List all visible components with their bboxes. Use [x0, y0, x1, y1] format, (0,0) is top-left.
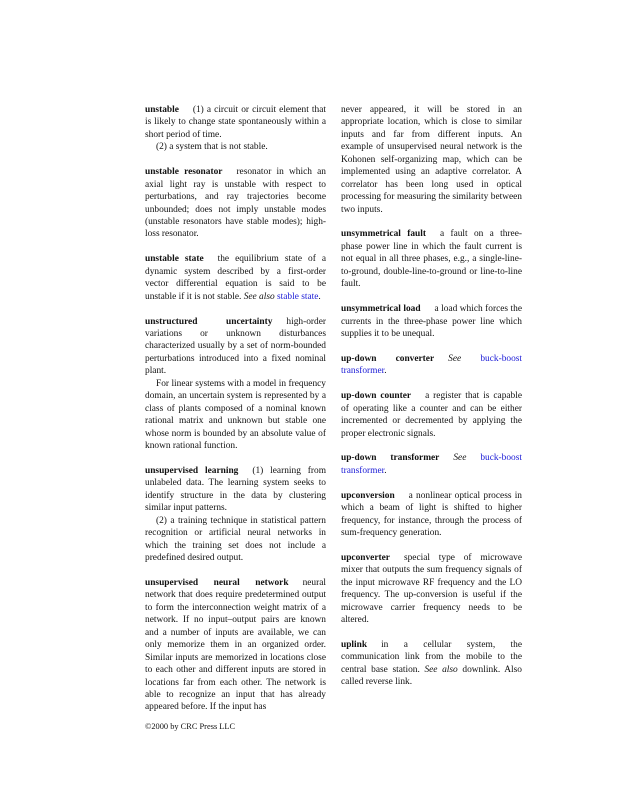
entry-uplink	[341, 639, 522, 689]
definition-text: never appeared, it will be stored in an appropriate location, which is close to similar inputs and far from different inputs. An example of unsupervised neural network is the Kohonen self-organizing map, which can be implemented using an adaptive correlator. A correlator has been long used in optical processing for measuring the similarity between two inputs.	[341, 105, 522, 215]
entry-term: unstable resonator	[145, 167, 223, 178]
definition-paragraph	[145, 253, 326, 303]
entry-term: unsupervised learning	[145, 465, 239, 476]
entry-unsupervised-learning	[145, 465, 326, 565]
definition-paragraph	[145, 577, 326, 714]
definition-paragraph	[145, 515, 326, 565]
definition-text: resonator in which an axial light ray is unstable with respect to perturbations, and ray trajectories become unbounded; does not imply unstable modes (unstable resonators have stable modes); high-loss resonator.	[145, 167, 326, 240]
entry-term: unsupervised neural network	[145, 577, 289, 588]
definition-text: a fault on a three-phase power line in which the fault current is not equal in all three phases, e.g., a single-line-to-ground, double-line-to-ground or line-to-line fault.	[341, 229, 522, 290]
definition-text: (2) a training technique in statistical pattern recognition or artificial neural networks in which the training set does not include a predefined desired output.	[145, 515, 326, 564]
definition-text: .	[384, 366, 387, 377]
entry-up-down-transformer	[341, 452, 522, 477]
entry-unstable-state	[145, 253, 326, 303]
definition-paragraph	[145, 316, 326, 378]
left-column	[145, 104, 326, 726]
cross-reference-link[interactable]: buck-boost transformer	[341, 353, 523, 377]
entry-term: up-down counter	[341, 391, 412, 402]
entry-term: unsymmetrical load	[341, 304, 421, 315]
definition-text: special type of microwave mixer that outputs the sum frequency signals of the input microwave RF frequency and the LO frequency. The up-conversion is useful if the microwave carrier frequency needs to be altered.	[341, 552, 522, 626]
see-also-label: See	[448, 353, 462, 364]
definition-paragraph	[145, 378, 326, 453]
entry-unstable	[145, 104, 326, 154]
definition-text: For linear systems with a model in frequency domain, an uncertain system is represented by a class of plants composed of a nominal known rational matrix and unknown but stable one whose norm is bounded by an absolute value of known rational function.	[145, 378, 326, 452]
see-also-label: See also	[243, 291, 275, 302]
definition-text: a load which forces the currents in the three-phase power line which supplies it to be unequal.	[341, 304, 522, 340]
definition-text: .	[384, 465, 387, 476]
definition-text: (1) a circuit or circuit element that is likely to change state spontaneously within a short period of time.	[145, 105, 326, 140]
cross-reference-link[interactable]: stable state	[277, 291, 319, 302]
entry-term: up-down transformer	[341, 453, 440, 464]
definition-text: in a cellular system, the communication link from the mobile to the central base station.	[341, 639, 522, 675]
entry-upconverter	[341, 552, 522, 627]
definition-paragraph	[145, 141, 326, 153]
definition-text: (1) learning from unlabeled data. The learning system seeks to identify structure in the data by clustering similar input patterns.	[145, 465, 326, 514]
definition-paragraph	[341, 552, 522, 627]
definition-text	[461, 354, 480, 364]
entry-unsymmetrical-fault	[341, 228, 522, 290]
entry-continuation	[341, 104, 522, 216]
definition-paragraph	[341, 228, 522, 290]
definition-paragraph	[341, 452, 522, 477]
definition-paragraph	[145, 166, 326, 241]
see-also-label: See	[453, 453, 467, 464]
entry-upconversion	[341, 490, 522, 540]
entry-unsupervised-neural-network	[145, 577, 326, 714]
definition-paragraph	[341, 353, 522, 378]
definition-text	[466, 453, 480, 463]
entry-term: unstable	[145, 105, 179, 115]
entry-term: uplink	[341, 639, 368, 650]
definition-text: downlink. Also called reverse link.	[341, 664, 522, 688]
definition-text: (2) a system that is not stable.	[156, 142, 268, 153]
entry-term: upconverter	[341, 552, 390, 563]
definition-paragraph	[341, 639, 522, 689]
definition-text: .	[318, 291, 321, 302]
entry-term: up-down converter	[341, 353, 435, 364]
definition-paragraph	[341, 104, 522, 216]
copyright-footer: ©2000 by CRC Press LLC	[145, 722, 236, 731]
definition-paragraph	[145, 104, 326, 141]
entry-term: unstable state	[145, 254, 204, 265]
see-also-label: See also	[424, 664, 458, 675]
definition-paragraph	[145, 465, 326, 515]
right-column	[341, 104, 522, 701]
entry-unstructured-uncertainty	[145, 316, 326, 453]
definition-paragraph	[341, 390, 522, 440]
entry-up-down-converter	[341, 353, 522, 378]
definition-text: high-order variations or unknown disturbances characterized usually by a set of norm-bounded perturbations introduced into a fixed nominal plant.	[145, 316, 326, 377]
definition-text: a register that is capable of operating like a counter and can be either incremented or decremented by applying the proper electronic signals.	[341, 391, 523, 439]
definition-paragraph	[341, 490, 522, 540]
entry-unsymmetrical-load	[341, 303, 522, 340]
definition-text: a nonlinear optical process in which a beam of light is shifted to higher frequency, for instance, through the process of sum-frequency generation.	[341, 490, 522, 539]
entry-term: upconversion	[341, 490, 395, 501]
entry-up-down-counter	[341, 390, 522, 440]
entry-term: unsymmetrical fault	[341, 229, 426, 240]
entry-unstable-resonator	[145, 166, 326, 241]
definition-paragraph	[341, 303, 522, 340]
definition-text: neural network that does require predetermined output to form the interconnection weight matrix of a network. If no input–output pairs are known and a number of inputs are available, we can only memorize them in an organized order. Similar inputs are memorized in locations close to each other and different inputs are stored in locations far from each other. The network is able to recognize an input that has already appeared before. If the input has	[145, 577, 326, 713]
cross-reference-link[interactable]: buck-boost transformer	[341, 453, 522, 476]
entry-term: unstructured uncertainty	[145, 316, 273, 327]
definition-text: the equilibrium state of a dynamic system described by a first-order vector differential equation is said to be unstable if it is not stable.	[145, 254, 326, 302]
